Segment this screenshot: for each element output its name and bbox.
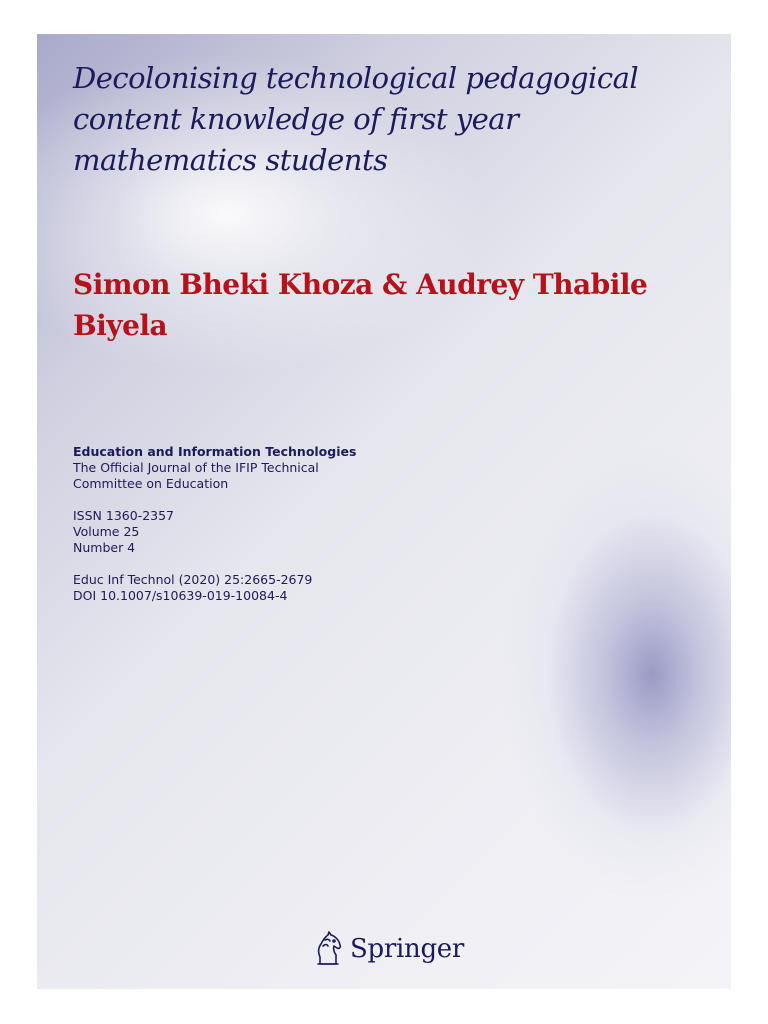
journal-citation: Educ Inf Technol (2020) 25:2665-2679 xyxy=(73,572,313,587)
journal-cover-page xyxy=(37,34,731,989)
journal-subtitle: The Official Journal of the IFIP Technical Committee on Education xyxy=(73,460,319,491)
journal-name: Education and Information Technologies xyxy=(73,444,357,459)
journal-doi: DOI 10.1007/s10639-019-10084-4 xyxy=(73,588,288,603)
journal-issn: ISSN 1360-2357 xyxy=(73,508,175,523)
journal-info xyxy=(73,444,373,604)
article-authors: Simon Bheki Khoza & Audrey Thabile Biyela xyxy=(73,268,648,342)
article-title: Decolonising technological pedagogical content knowledge of first year mathematics students xyxy=(73,61,639,177)
springer-horse-icon xyxy=(312,931,344,967)
publisher-logo xyxy=(312,931,464,967)
publisher-name: Springer xyxy=(350,934,465,964)
journal-volume: Volume 25 xyxy=(73,524,140,539)
journal-number: Number 4 xyxy=(73,540,136,555)
